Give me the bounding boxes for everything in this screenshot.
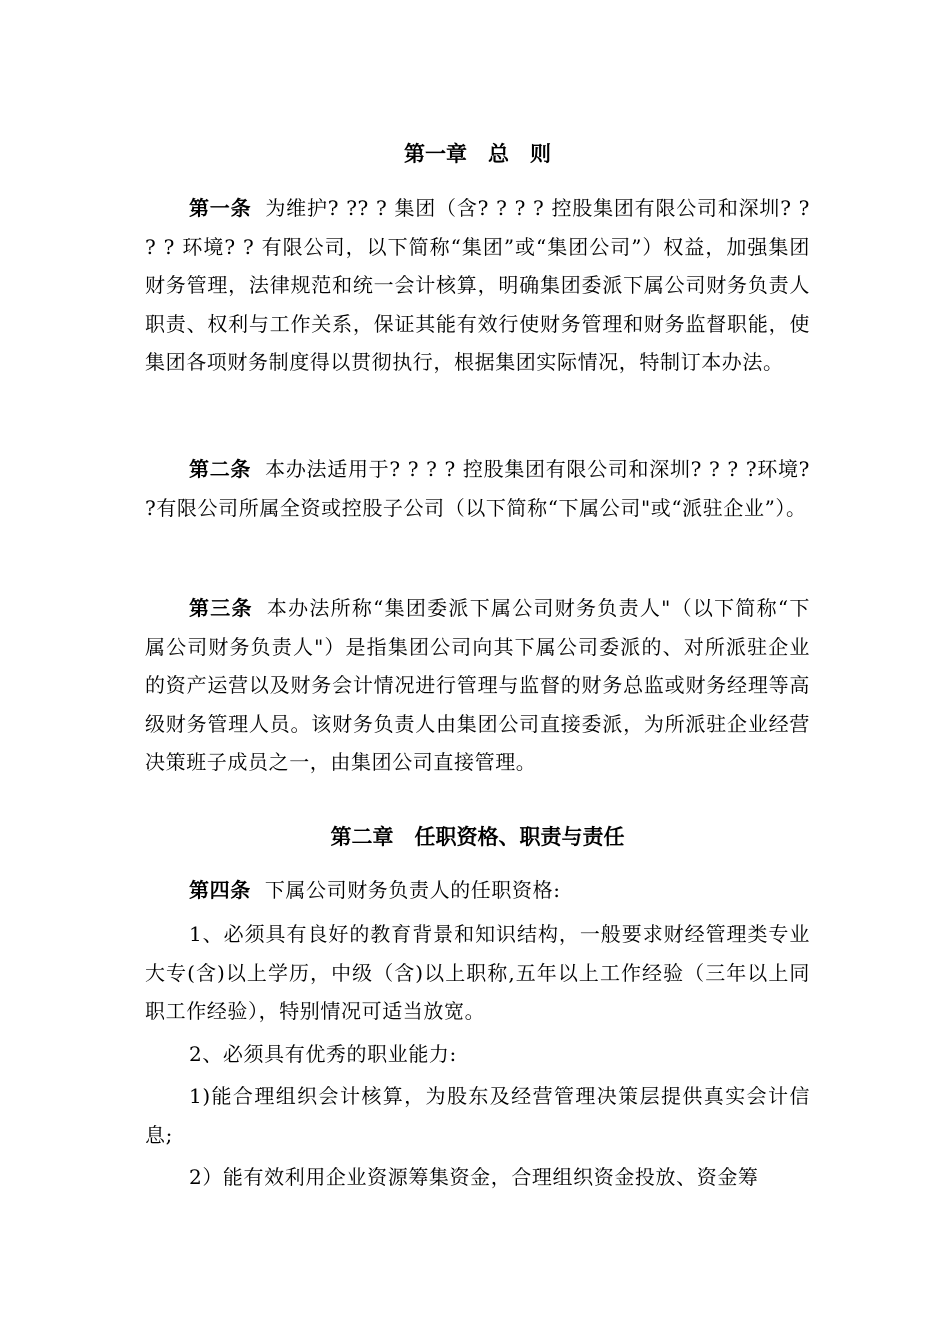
list-item: 2、必须具有优秀的职业能力: — [189, 1042, 457, 1066]
list-item: 1、必须具有良好的教育背景和知识结构，一般要求财经管理类专业大专(含)以上学历，中级（含)以上职称,五年以上工作经验（三年以上同职工作经验），特别情况可适当放宽。 — [145, 922, 810, 1023]
chapter-title: 第一章 总 则 — [404, 141, 551, 166]
article-4 — [145, 871, 810, 910]
article-3 — [145, 589, 810, 782]
list-item: 1)能合理组织会计核算，为股东及经营管理决策层提供真实会计信息; — [145, 1084, 810, 1147]
article-text: 为维护? ?? ? 集团（含? ? ? ? 控股集团有限公司和深圳? ? ? ? 环境? ? 有限公司，以下简称“集团”或“集团公司”）权益，加强集团财务管理，法律规范和统一会计核算，明确集团委派下属公司财务负责人职责、权利与工作关系，保证其能有效行使财务管理和财务监督职能，使集团各项财务制度得以贯彻执行，根据集团实际情况，特制订本办法。 — [145, 196, 810, 374]
article-label: 第一条 — [189, 196, 252, 220]
list-item: 2）能有效利用企业资源筹集资金，合理组织资金投放、资金筹 — [189, 1165, 759, 1189]
article-label: 第四条 — [189, 878, 251, 902]
article-label: 第二条 — [189, 457, 252, 481]
article-text: 本办法所称“集团委派下属公司财务负责人"（以下简称“下属公司财务负责人"）是指集团公司向其下属公司委派的、对所派驻企业的资产运营以及财务会计情况进行管理与监督的财务总监或财务经理等高级财务管理人员。该财务负责人由集团公司直接委派，为所派驻企业经营决策班子成员之一，由集团公司直接管理。 — [145, 596, 810, 774]
chapter-title: 第二章 任职资格、职责与责任 — [330, 824, 625, 849]
article-2 — [145, 450, 810, 527]
article-text: 本办法适用于? ? ? ? 控股集团有限公司和深圳? ? ? ?环境? ?有限公司所属全资或控股子公司（以下简称“下属公司"或“派驻企业”）。 — [145, 457, 810, 520]
article-1 — [145, 189, 810, 382]
article-label: 第三条 — [189, 596, 253, 620]
article-text: 下属公司财务负责人的任职资格: — [264, 878, 561, 902]
